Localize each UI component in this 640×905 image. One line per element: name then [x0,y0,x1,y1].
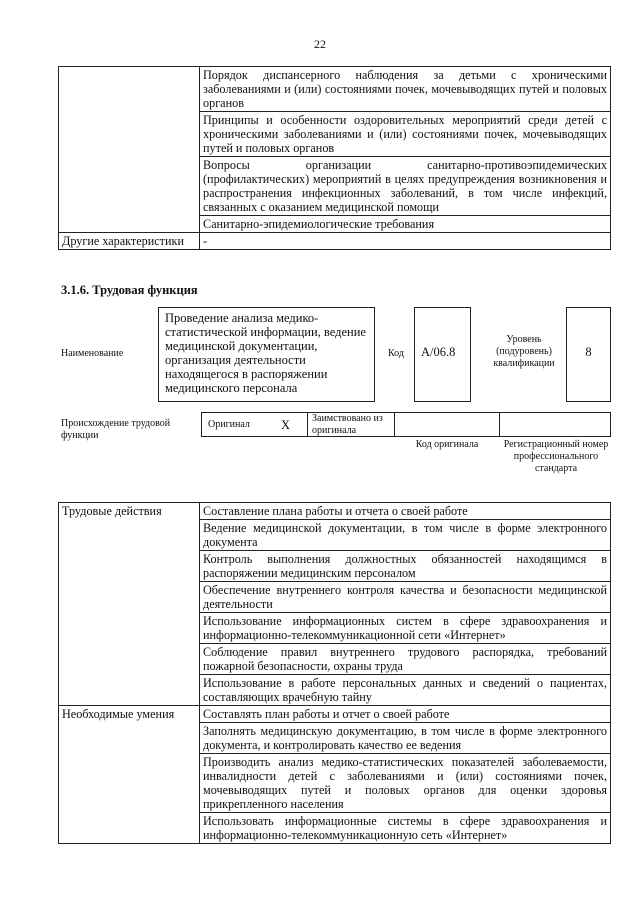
table-cell: - [200,233,611,250]
table-cell: Санитарно-эпидемиологические требования [200,216,611,233]
row-label [59,67,200,233]
labor-actions-table [58,502,611,844]
level-value: 8 [585,345,592,359]
divider [394,412,395,437]
table-cell: Составлять план работы и отчет о своей работе [200,706,611,723]
function-name-box [158,307,375,402]
row-label: Другие характеристики [59,233,200,250]
page-number: 22 [314,37,326,51]
table-cell: Соблюдение правил внутреннего трудового распорядка, требований пожарной безопасности, охраны труда [200,644,611,675]
function-name: Проведение анализа медико-статистической информации, ведение медицинской документации, организация деятельности находящегося в распоряжении медицинского персонала [165,311,366,395]
origin-label: Происхождение трудовой функции [61,418,171,441]
table-cell: Вопросы организации санитарно-противоэпидемических (профилактических) мероприятий в целях предупреждения возникновения и распространения инфекционных заболеваний, в том числе инфекций, связанных с оказанием медицинской помощи [200,157,611,216]
table-cell: Использование информационных систем в сфере здравоохранения и информационно-телекоммуникационной сети «Интернет» [200,613,611,644]
table-cell: Составление плана работы и отчета о своей работе [200,503,611,520]
knowledge-table [58,66,611,250]
code-box [414,307,471,402]
code-value: А/06.8 [421,345,456,359]
table-cell: Порядок диспансерного наблюдения за детьми с хроническими заболеваниями и (или) состояниями почек, мочевыводящих путей и половых органов [200,67,611,112]
table-cell: Использование в работе персональных данных и сведений о пациентах, составляющих врачебную тайну [200,675,611,706]
code-original-caption: Код оригинала [415,439,479,450]
group-label: Трудовые действия [59,503,200,706]
reg-number-caption: Регистрационный номер профессионального стандарта [503,439,609,474]
borrowed-label: Заимствовано из оригинала [312,413,383,436]
code-label: Код [388,348,404,359]
level-box [566,307,611,402]
divider [499,412,500,437]
table-cell: Заполнять медицинскую документацию, в том числе в форме электронного документа, и контролировать качество ее ведения [200,723,611,754]
level-label: Уровень (подуровень) квалификации [493,334,555,369]
origin-row [201,412,611,437]
original-mark: X [281,418,291,432]
table-cell: Контроль выполнения должностных обязанностей находящимся в распоряжении медицинским персоналом [200,551,611,582]
table-cell: Использовать информационные системы в сфере здравоохранения и информационно-телекоммуникационную сеть «Интернет» [200,813,611,844]
section-title: 3.1.6. Трудовая функция [61,283,198,297]
divider [307,412,308,437]
name-label: Наименование [61,348,124,359]
table-cell: Ведение медицинской документации, в том числе в форме электронного документа [200,520,611,551]
table-cell: Обеспечение внутреннего контроля качества и безопасности медицинской деятельности [200,582,611,613]
original-label: Оригинал [208,419,250,430]
table-cell: Принципы и особенности оздоровительных мероприятий среди детей с хроническими заболеваниями и (или) состояниями почек, мочевыводящих путей и половых органов [200,112,611,157]
table-cell: Производить анализ медико-статистических показателей заболеваемости, инвалидности детей с заболеваниями и (или) состояниями почек, мочевыводящих путей и половых органов для оценки здоровья прикрепленного населения [200,754,611,813]
group-label: Необходимые умения [59,706,200,844]
